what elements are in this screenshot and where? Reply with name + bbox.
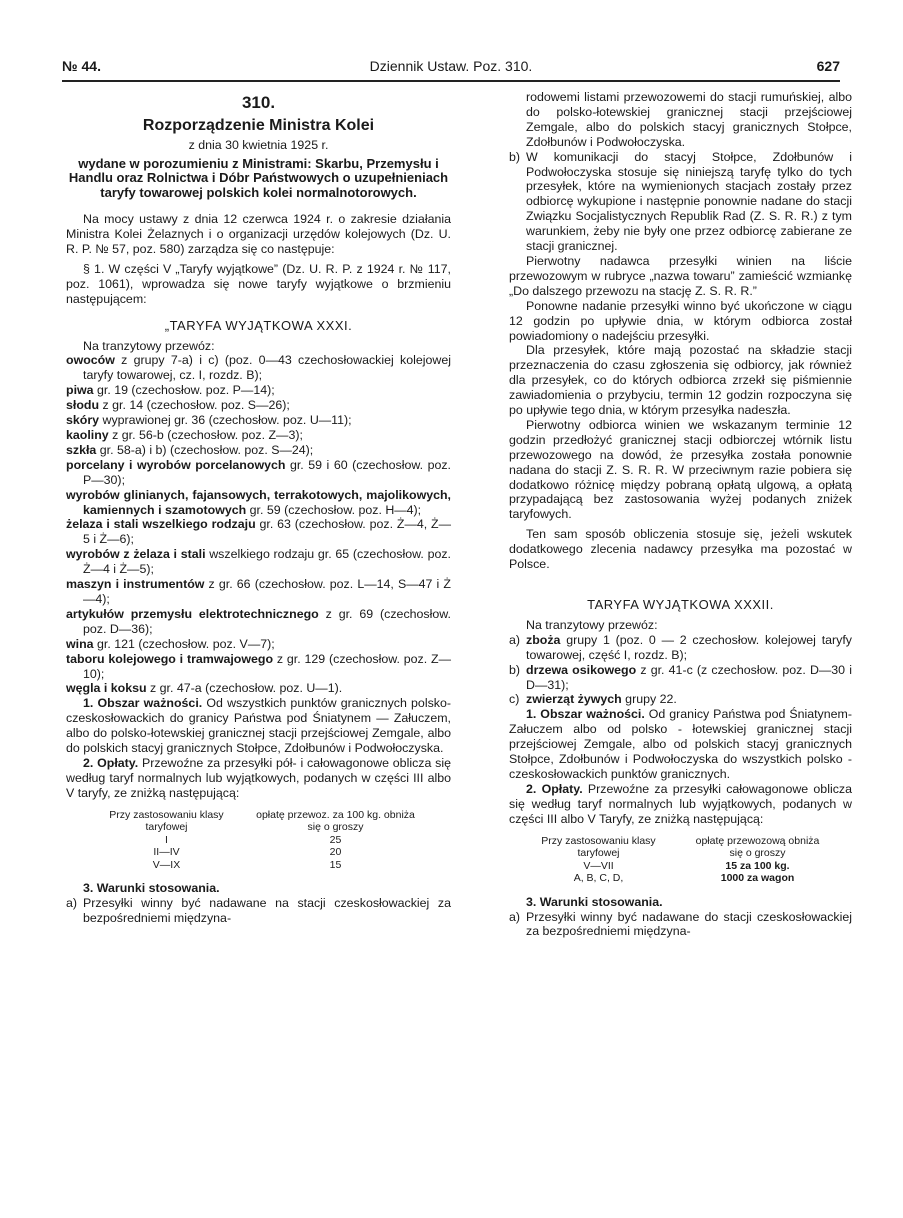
table-cell: V—IX — [152, 858, 181, 871]
transit-item-detail: grupy 22. — [621, 692, 677, 707]
condition-a — [509, 910, 852, 940]
fees-text: Przewoźne za przesyłki całowagonowe oblicza się według taryf normalnych lub wyjątkowych, podanych w części III albo V Taryfy, ze zniżką następującą: — [509, 781, 852, 826]
goods-detail: gr. 121 (czechosłow. poz. V—7); — [93, 636, 275, 651]
goods-detail: wyprawionej gr. 36 (czechosłow. poz. U—11); — [99, 413, 352, 428]
goods-name: wyrobów glinianych, fajansowych, terrakotowych, majolikowych, kamiennych i szamotowych — [66, 487, 451, 517]
table-row — [522, 872, 840, 885]
regulation-title: Rozporządzenie Ministra Kolei — [142, 116, 375, 134]
transit-item-label: b) — [509, 662, 521, 677]
goods-item — [66, 637, 451, 652]
goods-detail: z gr. 56-b (czechosłow. poz. Z—3); — [108, 428, 303, 442]
table-row — [90, 846, 428, 859]
transit-intro: Na tranzytowy przewóz: — [526, 617, 658, 632]
fees-paragraph — [509, 782, 852, 827]
validity-text: Od wszystkich punktów granicznych polsko-czeskosłowackich do granicy Państwa pod Śniatynem — Załuczem, albo do polsko-łotewskiej granicznej stacji przejściowej Zemgale, albo do polskich stacyj granicznych Stołpce, Zdołbunów i Podwołoczyska. — [66, 696, 451, 756]
goods-item — [66, 577, 451, 607]
goods-name: słodu — [66, 398, 100, 413]
goods-detail: z gr. 66 (czechosłow. poz. L—14, S—47 i Ż—4); — [83, 577, 451, 606]
goods-item — [66, 443, 451, 458]
goods-name: wina — [66, 636, 94, 651]
goods-name: taboru kolejowego i tramwajowego — [66, 651, 274, 666]
table-cell: 20 — [329, 846, 342, 859]
transit-intro: Na tranzytowy przewóz: — [83, 338, 215, 353]
validity-text: Od granicy Państwa pod Śniatynem-Załuczem albo od polsko - łotewskiej granicznej stacji przejściowej Zemgale, albo od polskich stacyj granicznych Stołpce, Zdołbunów i Podwołoczyska do wszystkich polsko - czeskosłowackich punktów granicznych. — [509, 707, 852, 781]
paragraph-recipient: Pierwotny odbiorca winien we wskazanym terminie 12 godzin przedłożyć granicznej stacji odbiorczej wtórnik listu przewozowego na dowód, że przesyłka została ponownie nadana do stacji Z. S. R. R. W przeciwnym razie pobiera się dodatkowo różnicę między pobraną opłatą ulgową, a opłatą przypadającą bez zastosowania wyżej podanych zniżek taryfowych. — [509, 417, 852, 522]
goods-detail: gr. 59 (czechosłow. poz. H—4); — [246, 502, 422, 517]
goods-detail: gr. 63 (czechosłow. poz. Ż—4, Ż—5 i Ż—6); — [83, 517, 451, 547]
goods-item — [66, 607, 451, 637]
validity-heading: 1. Obszar ważności. — [526, 707, 645, 722]
paragraph-reshipment: Ponowne nadanie przesyłki winno być ukończone w ciągu 12 godzin po upływie dnia, w którym odbiorca został powiadomiony o nadejściu przesyłki. — [509, 298, 852, 343]
condition-a-continued: rodowemi listami przewozowemi do stacji rumuńskiej, albo do polsko-łotewskiej granicznej stacji przejściowej Zemgale, albo do polskich stacyj granicznych Stołpce, Zdołbunów i Podwołoczyska. — [526, 90, 852, 149]
goods-item — [66, 398, 451, 413]
goods-detail: z gr. 129 (czechosłow. poz. Z—10); — [83, 651, 451, 681]
fees-heading: 2. Opłaty. — [526, 781, 583, 796]
rates-table-xxxi — [90, 809, 428, 872]
condition-a-label: a) — [66, 896, 78, 911]
condition-b-text: W komunikacji do stacyj Stołpce, Zdołbunów i Podwołoczyska stosuje się niniejszą taryfę tylko do tych przesyłek, które na wymienionych stacjach zostały przez odbiorcę wykupione i następnie ponownie nadane do stacji Związku Socjalistycznych Republik Rad (Z. S. R. R.) z tym warunkiem, żeby nie były one przez odbiorcę zabierane ze stacji granicznej. — [526, 149, 852, 254]
tariff-xxxii-heading: TARYFA WYJĄTKOWA XXXII. — [587, 597, 774, 612]
conditions-heading: 3. Warunki stosowania. — [526, 894, 663, 909]
goods-item — [66, 353, 451, 383]
fees-text: Przewoźne za przesyłki pół- i całowagonowe oblicza się według taryf normalnych lub wyjątkowych, podanych w części III albo V taryfy, ze zniżką następującą: — [66, 755, 451, 800]
page-number: 627 — [816, 58, 840, 74]
condition-b-label: b) — [509, 149, 521, 164]
table-header-class: Przy zastosowaniu klasy taryfowej — [109, 808, 224, 834]
journal-title: Dziennik Ustaw. Poz. 310. — [369, 58, 533, 74]
header-rule — [62, 80, 840, 82]
intro-paragraph: Na mocy ustawy z dnia 12 czerwca 1924 r. o zakresie działania Ministra Kolei Żelaznych i o organizacji urzędów kolejowych (Dz. U. R. P. № 57, poz. 580) zarządza się co następuje: — [66, 212, 451, 257]
goods-item — [66, 428, 451, 443]
transit-item-detail: z gr. 41-c (z czechosłow. poz. D—30 i D—31); — [526, 662, 852, 692]
goods-detail: z gr. 14 (czechosłow. poz. S—26); — [99, 398, 290, 413]
goods-item — [66, 517, 451, 547]
fees-paragraph — [66, 756, 451, 801]
goods-item — [66, 413, 451, 428]
table-header-discount: opłatę przewozową obniża się o groszy — [695, 834, 820, 860]
issue-number: № 44. — [62, 58, 101, 74]
goods-detail: z gr. 47-a (czechosłow. poz. U—1). — [146, 681, 343, 696]
transit-item-label: a) — [509, 632, 521, 647]
page-header — [62, 58, 840, 82]
validity-heading: 1. Obszar ważności. — [83, 696, 203, 711]
goods-name: żelaza i stali wszelkiego rodzaju — [66, 517, 256, 532]
rates-table-xxxii — [522, 835, 840, 885]
regulation-date: z dnia 30 kwietnia 1925 r. — [188, 137, 329, 152]
goods-name: owoców — [66, 353, 115, 368]
goods-name: piwa — [66, 383, 94, 398]
table-cell: II—IV — [153, 846, 180, 859]
transit-item-name: zboża — [526, 632, 561, 647]
goods-detail: gr. 59 i 60 (czechosłow. poz. P—30); — [83, 457, 451, 487]
goods-item — [66, 681, 451, 696]
goods-name: artykułów przemysłu elektrotechnicznego — [66, 606, 319, 621]
goods-detail: gr. 58-a) i b) (czechosłow. poz. S—24); — [96, 442, 314, 457]
goods-detail: z grupy 7-a) i c) (poz. 0—43 czechosłowackiej kolejowej taryfy towarowej, cz. I, rozdz. B); — [83, 353, 451, 383]
transit-item-name: zwierząt żywych — [526, 692, 622, 707]
regulation-subtitle: wydane w porozumieniu z Ministrami: Skarbu, Przemysłu i Handlu oraz Rolnictwa i Dóbr Państwowych o uzupełnieniach taryfy towarowej polskich kolei normalnotorowych. — [68, 155, 449, 200]
validity-paragraph — [509, 707, 852, 782]
conditions-heading: 3. Warunki stosowania. — [83, 881, 220, 896]
table-cell: 15 za 100 kg. — [725, 859, 790, 872]
goods-name: porcelany i wyrobów porcelanowych — [66, 457, 286, 472]
goods-item — [66, 488, 451, 518]
validity-paragraph — [66, 696, 451, 756]
paragraph-storage: Dla przesyłek, które mają pozostać na składzie stacji przeznaczenia do czasu zgłoszenia się odbiorcy, jak również dla przesyłek, co do których odbiorca zrzekł się piśmiennie zawiadomienia o przybyciu, termin 12 godzin rozpoczyna się po upływie tego dnia, w którym przesyłka nadeszła. — [509, 343, 852, 418]
table-header-row — [522, 835, 840, 860]
transit-item — [509, 692, 852, 707]
goods-item — [66, 383, 451, 398]
goods-item — [66, 547, 451, 577]
paragraph-sender: Pierwotny nadawca przesyłki winien na liście przewozowym w rubryce „nazwa towaru” zamieścić wzmiankę „Do dalszego przewozu na stację Z. S. R. R.” — [509, 253, 852, 298]
table-cell: 15 — [329, 858, 342, 871]
transit-items-list — [509, 633, 852, 708]
table-header-row — [90, 809, 428, 834]
condition-b — [509, 150, 852, 254]
goods-name: węgla i koksu — [66, 681, 147, 696]
table-header-class: Przy zastosowaniu klasy taryfowej — [541, 834, 656, 860]
condition-a-label: a) — [509, 909, 521, 924]
goods-item — [66, 458, 451, 488]
transit-item-detail: grupy 1 (poz. 0 — 2 czechosłow. kolejowej taryfy towarowej, część I, rozdz. B); — [526, 632, 852, 662]
table-cell: 1000 za wagon — [720, 872, 795, 885]
goods-detail: gr. 19 (czechosłow. poz. P—14); — [93, 383, 275, 398]
left-column — [66, 90, 451, 926]
goods-name: maszyn i instrumentów — [66, 577, 205, 592]
table-row — [522, 860, 840, 873]
section-1-paragraph: § 1. W części V „Taryfy wyjątkowe” (Dz. U. R. P. z 1924 r. № 117, poz. 1061), wprowadza się nowe taryfy wyjątkowe o brzmieniu następującem: — [66, 261, 451, 306]
fees-heading: 2. Opłaty. — [83, 755, 139, 770]
table-cell: 25 — [329, 833, 342, 846]
position-number: 310. — [241, 93, 276, 112]
table-cell: A, B, C, D, — [573, 872, 624, 885]
goods-name: wyrobów z żelaza i stali — [66, 547, 206, 562]
goods-name: szkła — [66, 442, 97, 457]
condition-a-text: Przesyłki winny być nadawane na stacji czeskosłowackiej za bezpośredniemi międzyna- — [83, 896, 451, 925]
table-cell: I — [165, 833, 168, 846]
paragraph-same-method: Ten sam sposób obliczenia stosuje się, jeżeli wskutek dodatkowego zlecenia nadawcy przesyłka ma pozostać w Polsce. — [509, 527, 852, 572]
goods-name: kaoliny — [66, 428, 109, 442]
tariff-xxxi-heading: „TARYFA WYJĄTKOWA XXXI. — [164, 317, 353, 333]
right-column — [509, 90, 852, 939]
table-row — [90, 834, 428, 847]
goods-item — [66, 652, 451, 682]
goods-detail: z gr. 69 (czechosłow. poz. D—36); — [83, 606, 451, 636]
goods-detail: wszelkiego rodzaju gr. 65 (czechosłow. poz. Ż—4 i Ż—5); — [83, 547, 451, 577]
table-row — [90, 859, 428, 872]
transit-item-name: drzewa osikowego — [526, 662, 637, 677]
table-header-discount: opłatę przewoz. za 100 kg. obniża się o groszy — [256, 808, 415, 834]
transit-item — [509, 633, 852, 663]
transit-item — [509, 663, 852, 693]
transit-item-label: c) — [509, 692, 520, 707]
goods-list — [66, 353, 451, 696]
table-cell: V—VII — [583, 859, 614, 872]
condition-a-text: Przesyłki winny być nadawane do stacji czeskosłowackiej za bezpośredniemi międzyna- — [526, 909, 852, 939]
condition-a — [66, 896, 451, 926]
goods-name: skóry — [66, 413, 100, 428]
